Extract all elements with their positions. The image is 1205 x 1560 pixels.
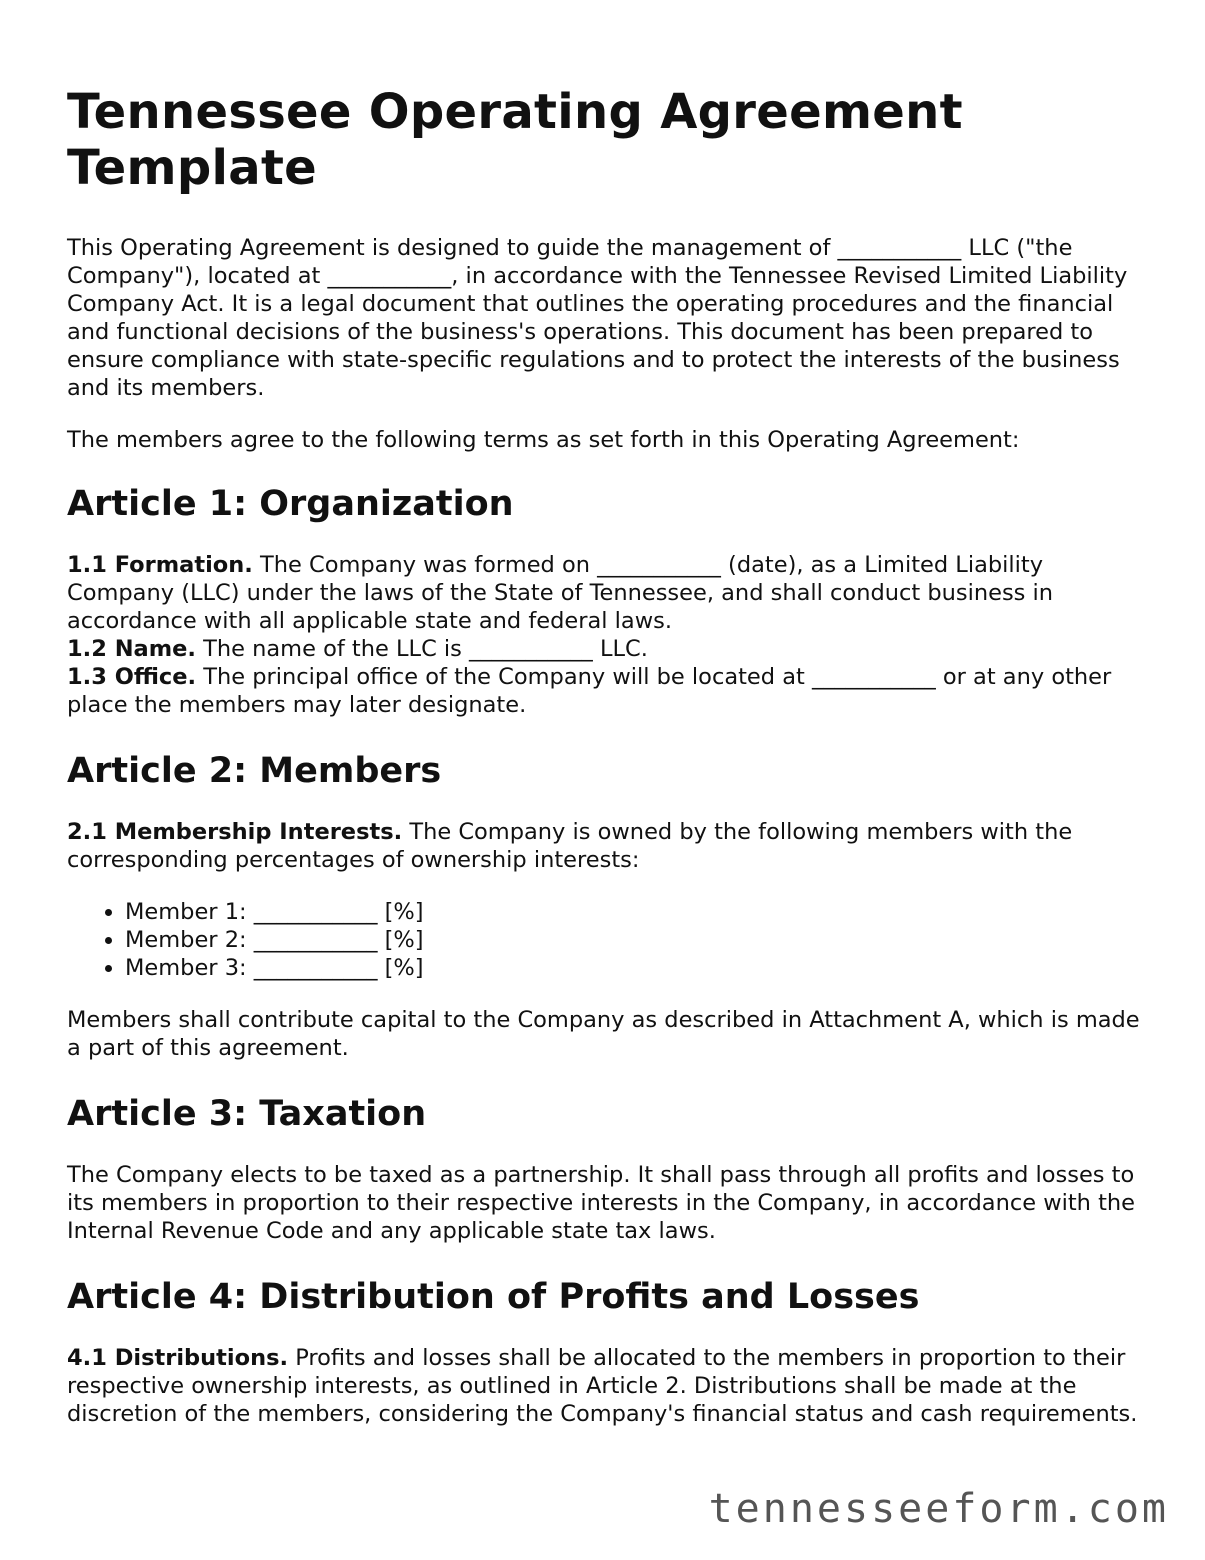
list-item: • Member 3: ___________ [%] [125, 954, 1142, 982]
article-1-heading: Article 1: Organization [67, 484, 514, 524]
clause-4-1-text: Profits and losses shall be allocated to the members in proportion to their respective ownership interests, as outlined in Article 2. Distributions shall be made at the discretion of the members, considering the Company's financial status and cash requirements. [67, 1345, 1138, 1427]
document-page [67, 84, 1142, 1452]
clause-4-1 [67, 1344, 1142, 1428]
article-3-body: The Company elects to be taxed as a partnership. It shall pass through all profits and losses to its members in proportion to their respective interests in the Company, in accordance with the Internal Revenue Code and any applicable state tax laws. [67, 1162, 1136, 1244]
article-2-heading: Article 2: Members [67, 751, 442, 791]
clause-2-1-label: 2.1 Membership Interests. [67, 819, 403, 845]
clause-1-1-text: The Company was formed on ___________ (date), as a Limited Liability Company (LLC) under the laws of the State of Tennessee, and shall conduct business in accordance with all applicable state and federal laws. [67, 552, 1054, 634]
clause-1-3 [67, 663, 1142, 719]
clause-1-3-text: The principal office of the Company will be located at ___________ or at any other place the members may later designate. [67, 664, 1112, 718]
members-agree-paragraph: The members agree to the following terms as set forth in this Operating Agreement: [67, 427, 1020, 453]
clause-2-1 [67, 818, 1142, 874]
document-title: Tennessee Operating Agreement Template [67, 84, 963, 196]
clause-2-1-text: The Company is owned by the following members with the corresponding percentages of ownership interests: [67, 819, 1073, 873]
article-3-heading: Article 3: Taxation [67, 1094, 427, 1134]
list-item: • Member 2: ___________ [%] [125, 926, 1142, 954]
capital-paragraph: Members shall contribute capital to the Company as described in Attachment A, which is made a part of this agreement. [67, 1007, 1140, 1061]
clause-1-2-text: The name of the LLC is ___________ LLC. [195, 636, 648, 662]
clause-1-1-label: 1.1 Formation. [67, 552, 253, 578]
clause-1-2-label: 1.2 Name. [67, 636, 196, 662]
list-item: • Member 1: ___________ [%] [125, 898, 1142, 926]
intro-paragraph: This Operating Agreement is designed to guide the management of ___________ LLC ("the Company"), located at ___________, in accordance with the Tennessee Revised Limited Liability Company Act. It is a legal document that outlines the operating procedures and the financial and functional decisions of the business's operations. This document has been prepared to ensure compliance with state-specific regulations and to protect the interests of the business and its members. [67, 235, 1128, 401]
clause-1-1 [67, 551, 1142, 635]
member-list [67, 898, 1142, 982]
clause-1-3-label: 1.3 Office. [67, 664, 197, 690]
clause-1-2 [67, 635, 1142, 663]
site-watermark: tennesseeform.com [708, 1486, 1169, 1532]
article-4-heading: Article 4: Distribution of Profits and Losses [67, 1277, 920, 1317]
article-1-body [67, 551, 1142, 719]
clause-4-1-label: 4.1 Distributions. [67, 1345, 289, 1371]
